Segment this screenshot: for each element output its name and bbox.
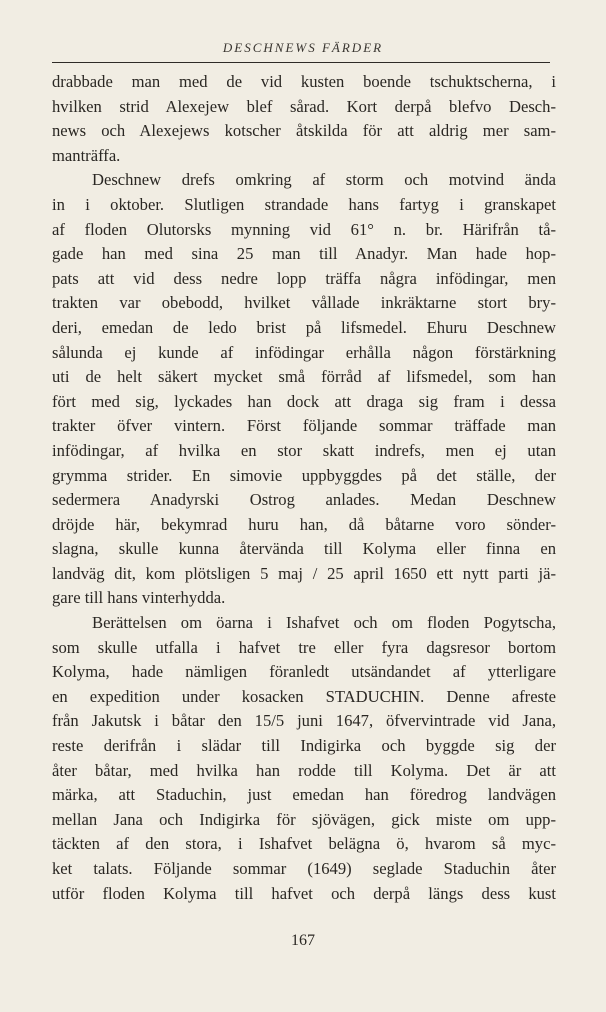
text-line: hvilken strid Alexejew blef sårad. Kort derpå blefvo Desch- <box>52 96 556 116</box>
text-line: pats att vid dess nedre lopp träffa några infödingar, men <box>52 268 556 288</box>
text-line: af floden Olutorsks mynning vid 61° n. br. Härifrån tå- <box>52 219 556 239</box>
text-line: in i oktober. Slutligen strandade hans fartyg i granskapet <box>52 194 556 214</box>
text-line: trakter öfver vintern. Först följande sommar träffade man <box>52 416 556 436</box>
text-line: reste derifrån i slädar till Indigirka och byggde sig der <box>52 736 556 756</box>
text-line: trakten var obebodd, hvilket vållade inkräktarne stort bry- <box>52 293 556 313</box>
page-number: 167 <box>291 932 315 949</box>
text-line: täckten af den stora, i Ishafvet belägna ö, hvarom så myc- <box>52 834 556 854</box>
text-line: Deschnew drefs omkring af storm och motvind ända <box>92 170 556 190</box>
text-line: Berättelsen om öarna i Ishafvet och om floden Pogytscha, <box>92 613 556 633</box>
text-line: deri, emedan de ledo brist på lifsmedel. Ehuru Deschnew <box>52 317 556 337</box>
text-line: mellan Jana och Indigirka för sjövägen, gick miste om upp- <box>52 809 556 829</box>
text-line: utför floden Kolyma till hafvet och derpå längs dess kust <box>52 883 556 903</box>
text-line: märka, att Staduchin, just emedan han föredrog landvägen <box>52 785 556 805</box>
text-line: Kolyma, hade nämligen föranledt utsändandet af ytterligare <box>52 662 556 682</box>
text-line: som skulle utfalla i hafvet tre eller fyra dagsresor bortom <box>52 637 556 657</box>
text-line: manträffa. <box>52 145 121 165</box>
text-line: en expedition under kosacken STADUCHIN. Denne afreste <box>52 686 556 706</box>
running-head: DESCHNEWS FÄRDER <box>222 40 384 55</box>
text-line: slagna, skulle kunna återvända till Kolyma eller finna en <box>52 539 556 559</box>
text-line: ket talats. Följande sommar (1649) seglade Staduchin åter <box>52 859 556 878</box>
text-line: grymma strider. En simovie uppbyggdes på det ställe, der <box>52 465 556 485</box>
text-line: landväg dit, kom plötsligen 5 maj / 25 april 1650 ett nytt parti jä- <box>52 563 556 583</box>
text-line: sålunda ej kunde af infödingar erhålla någon förstärkning <box>52 342 556 362</box>
text-line: fört med sig, lyckades han dock att draga sig fram i dessa <box>52 391 556 411</box>
text-line: news och Alexejews kotscher åtskilda för att aldrig mer sam- <box>52 121 556 141</box>
text-line: infödingar, af hvilka en stor skatt indrefs, men ej utan <box>52 440 556 460</box>
text-line: från Jakutsk i båtar den 15/5 juni 1647, öfvervintrade vid Jana, <box>52 711 556 731</box>
body-text <box>52 70 556 906</box>
text-line: drabbade man med de vid kusten boende tschuktscherna, i <box>52 72 556 91</box>
text-line: åter båtar, med hvilka han rodde till Kolyma. Det är att <box>52 760 556 780</box>
text-line: gare till hans vinterhydda. <box>52 588 226 608</box>
text-line: gade han med sina 25 man till Anadyr. Man hade hop- <box>52 244 556 264</box>
header-rule <box>52 62 550 63</box>
text-line: dröjde här, bekymrad huru han, då båtarne voro sönder- <box>52 514 556 534</box>
text-line: sedermera Anadyrski Ostrog anlades. Medan Deschnew <box>52 490 556 510</box>
text-line: uti de helt säkert mycket små förråd af lifsmedel, som han <box>52 367 556 387</box>
